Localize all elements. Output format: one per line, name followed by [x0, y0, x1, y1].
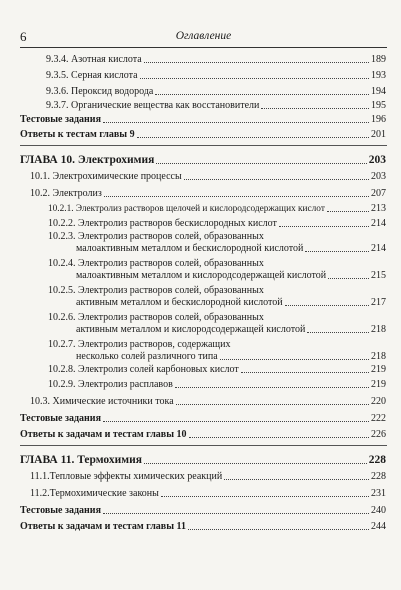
toc-entry-page: 226: [371, 429, 386, 440]
toc-entry-title: 9.3.5. Серная кислота: [46, 70, 138, 81]
toc-entry-title: 10.2.2. Электролиз растворов бескислородных кислот: [48, 218, 277, 229]
toc-entry-line1[interactable]: [48, 231, 386, 243]
toc-entry-page: 228: [368, 454, 386, 466]
toc-entry-title: 10.2.7. Электролиз растворов, содержащих: [48, 339, 231, 350]
toc-entry-page: 215: [371, 270, 386, 281]
toc-entry-page: 189: [371, 54, 386, 65]
toc-entry-title: 11.2.Термохимические законы: [30, 488, 159, 499]
toc-entry-title: Ответы к тестам главы 9: [20, 129, 135, 140]
toc-entry-answers[interactable]: [20, 129, 386, 141]
toc-leader: [104, 196, 369, 197]
toc-entry-title: 10.2.4. Электролиз растворов солей, образованных: [48, 258, 264, 269]
toc-chapter-title: ГЛАВА 11. Термохимия: [20, 454, 142, 466]
toc-leader: [176, 404, 369, 405]
toc-entry-page: 213: [371, 203, 386, 214]
toc-leader: [155, 94, 369, 95]
toc-leader: [137, 137, 369, 138]
toc-entry[interactable]: [48, 203, 386, 215]
toc-entry-page: 201: [371, 129, 386, 140]
toc-entry-page: 228: [371, 471, 386, 482]
toc-entry-line2[interactable]: [76, 324, 386, 336]
toc-entry-page: 220: [371, 396, 386, 407]
toc-entry-title: 9.3.4. Азотная кислота: [46, 54, 142, 65]
toc-entry-page: 214: [371, 218, 386, 229]
toc-entry-title: Ответы к задачам и тестам главы 11: [20, 521, 186, 532]
toc-leader: [156, 163, 366, 164]
running-header: [20, 29, 387, 46]
toc-leader: [175, 387, 369, 388]
section-divider: [20, 145, 387, 146]
toc-entry-line1[interactable]: [48, 312, 386, 324]
toc-leader: [103, 122, 369, 123]
toc-entry[interactable]: [48, 364, 386, 376]
toc-entry-title: активным металлом и кислородсодержащей кислотой: [76, 324, 306, 335]
toc-leader: [144, 62, 369, 63]
toc-entry-page: 207: [371, 188, 386, 199]
toc-entry[interactable]: [48, 379, 386, 391]
toc-leader: [327, 211, 369, 212]
toc-entry-line2[interactable]: [76, 243, 386, 255]
toc-chapter[interactable]: [20, 454, 386, 467]
toc-chapter[interactable]: [20, 154, 386, 167]
section-divider: [20, 445, 387, 446]
toc-entry-title: 10.2.9. Электролиз расплавов: [48, 379, 173, 390]
toc-entry-line2[interactable]: [76, 351, 386, 363]
toc-entry[interactable]: [46, 70, 386, 82]
toc-entry[interactable]: [30, 488, 386, 500]
toc-entry[interactable]: [30, 396, 386, 408]
toc-entry-answers[interactable]: [20, 429, 386, 441]
toc-entry-page: 196: [371, 114, 386, 125]
toc-entry-page: 217: [371, 297, 386, 308]
toc-leader: [189, 437, 369, 438]
toc-entry[interactable]: [46, 54, 386, 66]
toc-entry-title: Тестовые задания: [20, 505, 101, 516]
toc-entry[interactable]: [30, 188, 386, 200]
toc-leader: [285, 305, 369, 306]
header-rule: [20, 47, 387, 48]
toc-entry-page: 222: [371, 413, 386, 424]
toc-entry-page: 203: [368, 154, 386, 166]
toc-entry-page: 231: [371, 488, 386, 499]
toc-leader: [103, 421, 369, 422]
toc-leader: [279, 226, 369, 227]
toc-entry[interactable]: [30, 171, 386, 183]
toc-entry-tests[interactable]: [20, 505, 386, 517]
toc-leader: [220, 359, 369, 360]
toc-leader: [103, 513, 369, 514]
toc-leader: [184, 179, 369, 180]
toc-entry-line1[interactable]: [48, 285, 386, 297]
toc-entry-line2[interactable]: [76, 270, 386, 282]
toc-entry-title: несколько солей различного типа: [76, 351, 218, 362]
toc-entry-title: 9.3.6. Пероксид водорода: [46, 86, 154, 97]
toc-entry-tests[interactable]: [20, 413, 386, 425]
toc-entry-title: 10.2.6. Электролиз растворов солей, образованных: [48, 312, 264, 323]
toc-entry[interactable]: [30, 471, 386, 483]
toc-entry-title: 10.2.3. Электролиз растворов солей, образованных: [48, 231, 264, 242]
running-title: Оглавление: [175, 30, 232, 42]
toc-entry-tests[interactable]: [20, 114, 386, 126]
toc-leader: [161, 496, 369, 497]
toc-entry-page: 203: [371, 171, 386, 182]
toc-entry-page: 193: [371, 70, 386, 81]
toc-entry-title: 10.2. Электролиз: [30, 188, 102, 199]
toc-entry-title: 10.2.1. Электролиз растворов щелочей и кислородсодержащих кислот: [48, 204, 325, 214]
toc-leader: [188, 529, 369, 530]
toc-entry-title: 10.1. Электрохимические процессы: [30, 171, 182, 182]
toc-entry-title: активным металлом и бескислородной кислотой: [76, 297, 283, 308]
toc-leader: [307, 332, 369, 333]
toc-leader: [144, 463, 367, 464]
toc-entry-title: 11.1.Тепловые эффекты химических реакций: [30, 471, 223, 482]
toc-entry-title: 9.3.7. Органические вещества как восстановители: [46, 100, 260, 111]
toc-entry-page: 244: [371, 521, 386, 532]
toc-entry-line1[interactable]: [48, 258, 386, 270]
toc-entry-page: 195: [371, 100, 386, 111]
toc-entry-page: 194: [371, 86, 386, 97]
toc-leader: [140, 78, 369, 79]
toc-leader: [261, 108, 369, 109]
toc-entry-page: 240: [371, 505, 386, 516]
toc-entry-title: Тестовые задания: [20, 114, 101, 125]
toc-leader: [224, 479, 369, 480]
toc-entry-line1[interactable]: [48, 339, 386, 351]
toc-leader: [328, 278, 369, 279]
toc-entry-title: 10.2.8. Электролиз солей карбоновых кислот: [48, 364, 239, 375]
toc-entry-page: 218: [371, 324, 386, 335]
toc-entry-page: 218: [371, 351, 386, 362]
toc-entry-title: малоактивным металлом и кислородсодержащей кислотой: [76, 270, 327, 281]
toc-entry[interactable]: [46, 100, 386, 112]
toc-entry-page: 219: [371, 364, 386, 375]
toc-entry-page: 214: [371, 243, 386, 254]
toc-entry-title: Ответы к задачам и тестам главы 10: [20, 429, 187, 440]
toc-leader: [241, 372, 369, 373]
toc-leader: [305, 251, 369, 252]
toc-entry[interactable]: [48, 218, 386, 230]
toc-entry-answers[interactable]: [20, 521, 386, 533]
toc-entry-title: Тестовые задания: [20, 413, 101, 424]
toc-entry-page: 219: [371, 379, 386, 390]
toc-chapter-title: ГЛАВА 10. Электрохимия: [20, 154, 155, 166]
toc-entry-title: малоактивным металлом и бескислородной кислотой: [76, 243, 304, 254]
toc-entry-line2[interactable]: [76, 297, 386, 309]
toc-entry-title: 10.3. Химические источники тока: [30, 396, 174, 407]
toc-entry-title: 10.2.5. Электролиз растворов солей, образованных: [48, 285, 264, 296]
toc-entry[interactable]: [46, 86, 386, 98]
page-number: 6: [20, 29, 27, 44]
